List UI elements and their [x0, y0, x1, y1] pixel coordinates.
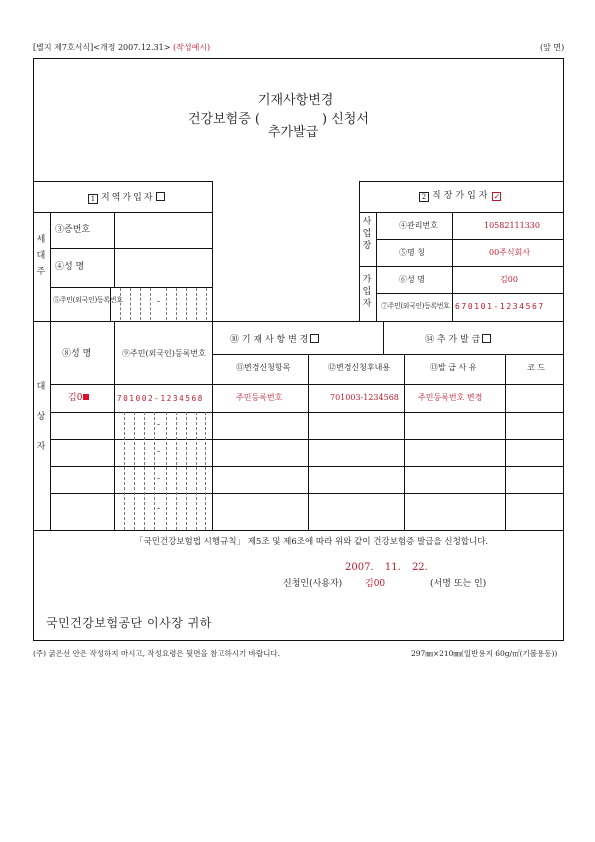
page-side-label: (앞 면) [540, 43, 565, 52]
rule [50, 466, 564, 467]
reissue-checkbox[interactable] [482, 334, 491, 343]
rule [359, 181, 564, 182]
applicant-name: 김00 [365, 579, 386, 589]
form-frame [33, 58, 564, 641]
rule [33, 321, 564, 322]
rule [359, 266, 376, 267]
household-name-label: ④성 명 [55, 262, 85, 272]
digit-divider [176, 412, 177, 530]
digit-divider [150, 288, 151, 320]
rule [50, 321, 51, 530]
col-header-change-item: ⑪변경신청항목 [236, 363, 291, 372]
table-row-issue-reason: 주민등록번호 변경 [418, 393, 483, 402]
digit-divider [176, 288, 177, 320]
col-header-issue-reason: ⑬발 급 사 유 [430, 363, 477, 372]
digit-divider [144, 412, 145, 530]
rule [376, 293, 564, 294]
rule [50, 439, 564, 440]
table-row-rrn: - [157, 420, 161, 430]
rule [50, 412, 564, 413]
change-checkbox[interactable] [310, 334, 319, 343]
rule [404, 354, 405, 530]
col-header-change-content: ⑫변경신청후내용 [328, 363, 391, 372]
digit-divider [205, 412, 206, 530]
example-tag: (작성예시) [173, 43, 211, 52]
change-section-option[interactable]: ⑩ 기 재 사 항 변 경 [230, 334, 319, 345]
digit-divider [166, 412, 167, 530]
digit-divider [134, 412, 135, 530]
digit-divider [140, 288, 141, 320]
col-header-name: ⑧성 명 [62, 349, 92, 359]
rule [308, 354, 309, 530]
rule [212, 321, 213, 530]
option-number: 1 [88, 194, 98, 204]
workplace-subscriber-option[interactable]: 2 직장가입자 ✓ [419, 192, 501, 202]
digit-divider [166, 288, 167, 320]
subscriber-rrn-value: 670101-1234567 [455, 302, 545, 311]
paper-spec: 297㎜×210㎜(일반용지 60g/㎡(기볼용동)) [411, 649, 558, 658]
digit-divider [196, 412, 197, 530]
table-row-rrn: - [157, 447, 161, 457]
subscriber-name-label: ⑥성 명 [399, 275, 425, 284]
rule [376, 239, 564, 240]
title-suffix: ) 신청서 [322, 112, 369, 127]
table-row-rrn: - [157, 474, 161, 484]
digit-divider [154, 412, 155, 530]
rule [33, 181, 212, 182]
subscriber-name-value: 김00 [500, 275, 518, 284]
household-side-label: 세대주 [36, 235, 46, 277]
rule [50, 248, 212, 249]
company-value: 00주식회사 [489, 248, 531, 257]
digit-divider [186, 288, 187, 320]
digit-divider [196, 288, 197, 320]
regional-subscriber-option[interactable]: 1 지역가입자 [88, 192, 165, 204]
recipient: 국민건강보험공단 이사장 귀하 [46, 616, 212, 630]
digit-divider [206, 288, 207, 320]
digit-divider [120, 288, 121, 320]
col-header-code: 코 드 [527, 363, 545, 372]
company-label: ⑤명 칭 [399, 248, 425, 257]
title-option-reissue: 추가발급 [268, 125, 319, 140]
rule [376, 266, 564, 267]
table-row-change-content: 701003-1234568 [330, 393, 399, 402]
table-row-name: 김0 [68, 394, 89, 403]
date-month: 11 [384, 562, 398, 573]
footer-note: (주) 굵은선 안은 작성하지 마시고, 작성요령은 뒷면을 참고하시기 바랍니다. [33, 649, 281, 658]
rule [33, 212, 212, 213]
rule [359, 212, 564, 213]
table-row-rrn: - [157, 504, 161, 514]
subscriber-rrn-label: ⑦주민(외국인)등록번호 [381, 302, 450, 310]
date-year: 2007 [345, 562, 371, 573]
digit-divider [186, 412, 187, 530]
mgmt-no-label: ④관리번호 [399, 221, 438, 230]
rule [114, 212, 115, 287]
regional-checkbox[interactable] [156, 192, 165, 201]
workplace-side-label: 사업장 [362, 217, 372, 251]
title-option-change: 기재사항변경 [258, 93, 334, 108]
date-day: 22 [411, 562, 425, 573]
rule [110, 287, 111, 321]
rule [114, 321, 115, 530]
rule [212, 181, 213, 321]
signature-label: (서명 또는 인) [430, 579, 487, 589]
rule [33, 530, 564, 531]
title-prefix: 건강보험증 ( [188, 112, 260, 127]
application-date: 2007. 11. 22. [345, 562, 428, 573]
rule [50, 287, 212, 288]
form-reference: [별지 제7호서식]<개정 2007.12.31> (작성예시) [33, 43, 211, 52]
rule [50, 212, 51, 321]
applicant-label: 신청인(사용자) [283, 579, 343, 589]
workplace-subscriber-side-label: 가입자 [362, 275, 372, 309]
col-header-rrn: ⑨주민(외국인)등록번호 [122, 349, 206, 358]
rrn-dash: - [157, 297, 161, 307]
option-number: 2 [419, 192, 429, 202]
reissue-section-option[interactable]: ⑭ 추 가 발 급 [425, 334, 491, 345]
household-card-no-label: ③증번호 [55, 225, 91, 235]
rule [383, 321, 384, 354]
application-statement: 「국민건강보험법 시행규칙」 제5조 및 제6조에 따라 위와 같이 건강보험증 발급을 신청합니다. [135, 537, 489, 547]
rule [505, 354, 506, 530]
seal-mark-icon [83, 394, 89, 400]
digit-divider [130, 288, 131, 320]
workplace-checkbox-checked[interactable]: ✓ [493, 192, 501, 201]
table-row-rrn: 701002-1234568 [117, 394, 205, 403]
target-side-label: 대상자 [36, 382, 46, 452]
rule [50, 384, 564, 385]
digit-divider [124, 412, 125, 530]
mgmt-no-value: 10582111330 [484, 221, 540, 230]
rule [359, 181, 360, 321]
table-row-change-item: 주민등록번호 [236, 393, 283, 402]
rule [50, 493, 564, 494]
household-rrn-label: ⑤주민(외국인)등록번호 [53, 296, 123, 304]
rule [212, 354, 564, 355]
